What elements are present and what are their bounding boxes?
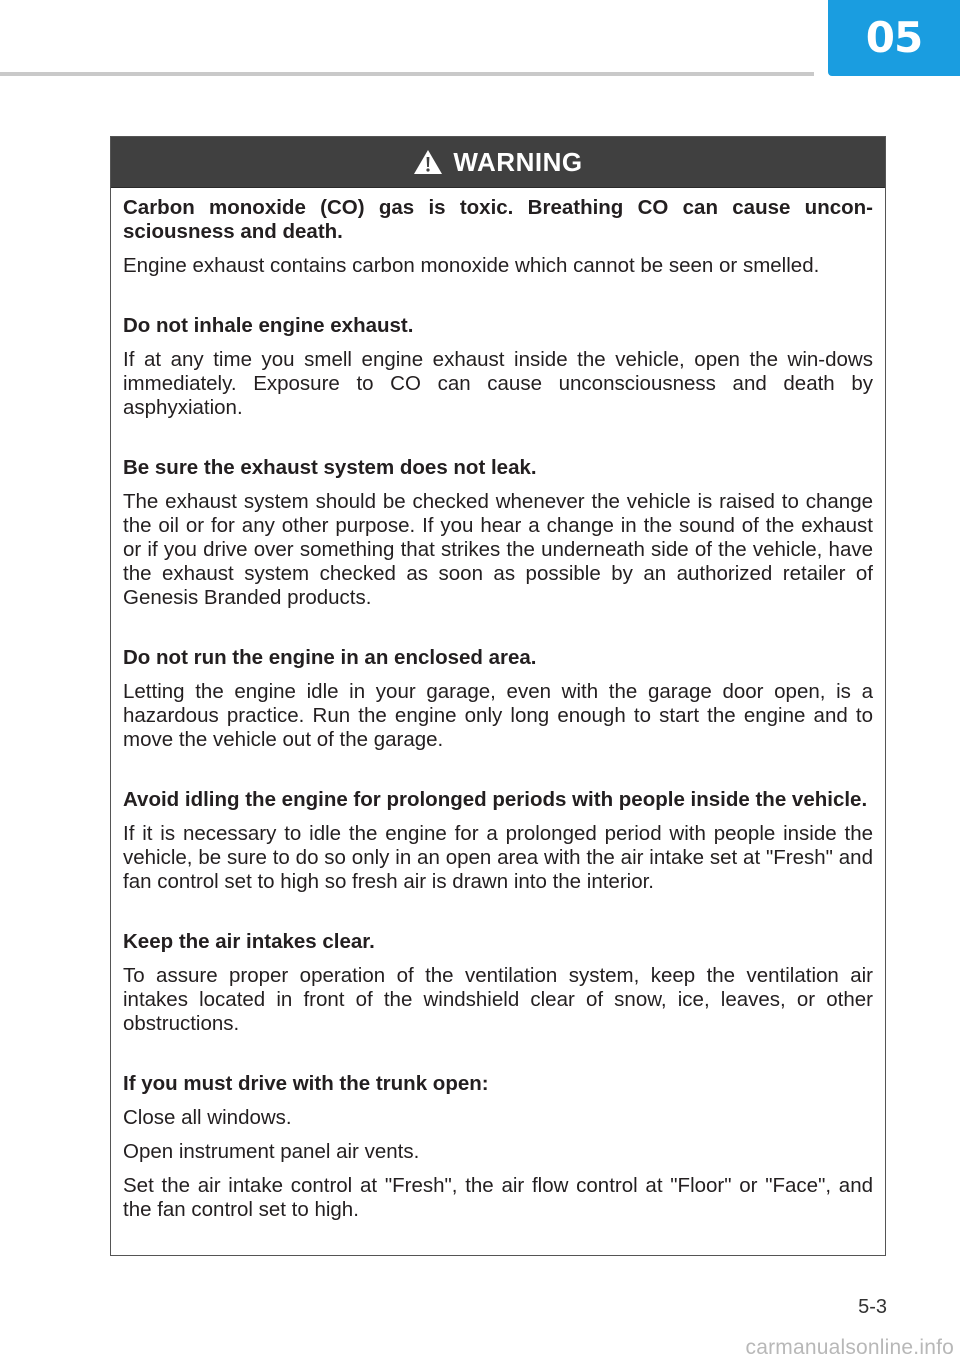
section-heading: If you must drive with the trunk open: — [123, 1072, 489, 1095]
section-paragraph: To assure proper operation of the ventilation system, keep the ventilation air intakes located in front of the windshield clear of snow, ice, leaves, or other obstructions. — [123, 964, 873, 1035]
chapter-number-tab: 05 — [828, 0, 960, 76]
section-paragraph: Letting the engine idle in your garage, even with the garage door open, is a hazardous practice. Run the engine only long enough to start the engine and to move the vehicle out of the garage. — [123, 680, 873, 751]
warning-section-inhale — [123, 314, 873, 420]
section-heading: Avoid idling the engine for prolonged periods with people inside the vehicle. — [123, 788, 868, 811]
watermark: carmanualsonline.info — [745, 1336, 954, 1359]
warning-section-idling — [123, 788, 873, 894]
section-heading: Carbon monoxide (CO) gas is toxic. Breathing CO can cause uncon-sciousness and death. — [123, 196, 873, 243]
warning-triangle-icon — [413, 149, 443, 175]
warning-section-air-intakes — [123, 930, 873, 1036]
section-paragraph: If at any time you smell engine exhaust inside the vehicle, open the win-dows immediately. Exposure to CO can cause unconsciousness and death by asphyxiation. — [123, 348, 873, 419]
section-paragraph: The exhaust system should be checked whenever the vehicle is raised to change the oil or for any other purpose. If you hear a change in the sound of the exhaust or if you drive over something that strikes the underneath side of the vehicle, have the exhaust system checked as soon as possible by an authorized retailer of Genesis Branded products. — [123, 490, 873, 609]
warning-section-enclosed-area — [123, 646, 873, 752]
warning-box — [110, 136, 886, 1256]
warning-section-co — [123, 196, 873, 278]
section-heading: Do not inhale engine exhaust. — [123, 314, 414, 337]
section-paragraph: Set the air intake control at "Fresh", the air flow control at "Floor" or "Face", and the fan control set to high. — [123, 1174, 873, 1221]
warning-section-trunk-open — [123, 1072, 873, 1222]
warning-section-exhaust-leak — [123, 456, 873, 610]
warning-header — [111, 137, 885, 188]
warning-title: WARNING — [453, 146, 583, 177]
section-heading: Keep the air intakes clear. — [123, 930, 375, 953]
page-number: 5-3 — [858, 1296, 887, 1318]
section-paragraph: If it is necessary to idle the engine for a prolonged period with people inside the vehicle, be sure to do so only in an open area with the air intake set at "Fresh" and fan control set to high so fresh air is drawn into the interior. — [123, 822, 873, 893]
section-paragraph: Engine exhaust contains carbon monoxide which cannot be seen or smelled. — [123, 254, 820, 277]
section-heading: Do not run the engine in an enclosed area. — [123, 646, 537, 669]
section-paragraph: Open instrument panel air vents. — [123, 1140, 420, 1163]
section-heading: Be sure the exhaust system does not leak. — [123, 456, 537, 479]
warning-body — [111, 188, 885, 1222]
section-paragraph: Close all windows. — [123, 1106, 292, 1129]
header-rule — [0, 72, 814, 76]
